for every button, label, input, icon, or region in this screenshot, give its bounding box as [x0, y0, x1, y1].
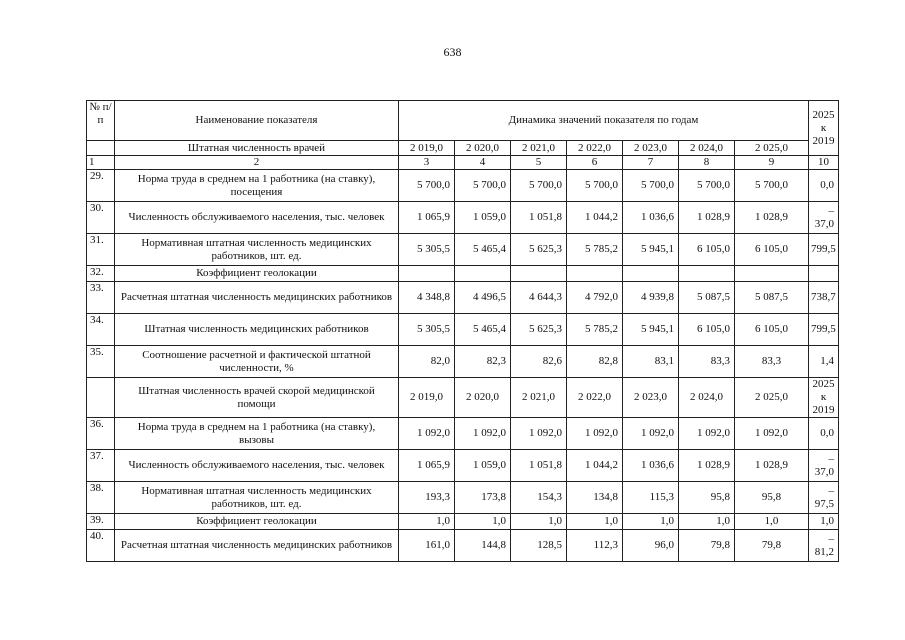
- row-value-6: 95,8: [735, 482, 809, 514]
- row-name: Численность обслуживаемого населения, тыс. человек: [115, 202, 399, 234]
- row-value-1: 1 059,0: [455, 202, 511, 234]
- row-value-6: 79,8: [735, 530, 809, 562]
- row-value-1: 82,3: [455, 346, 511, 378]
- section1-year-2: 2 021,0: [511, 141, 567, 156]
- row-value-1: 5 465,4: [455, 234, 511, 266]
- row-name: Норма труда в среднем на 1 работника (на ставку), вызовы: [115, 418, 399, 450]
- row-number: 35.: [87, 346, 115, 378]
- row-value-0: 4 348,8: [399, 282, 455, 314]
- row-value-0: 1 065,9: [399, 450, 455, 482]
- row-name: Нормативная штатная численность медицинских работников, шт. ед.: [115, 234, 399, 266]
- row-ratio: –97,5: [809, 482, 839, 514]
- row-value-6: 1,0: [735, 514, 809, 530]
- table-row: [87, 514, 839, 530]
- section2-year-1: 2 020,0: [455, 378, 511, 418]
- row-number: 36.: [87, 418, 115, 450]
- row-value-3: 5 785,2: [567, 234, 623, 266]
- col-number-2: 2: [115, 156, 399, 170]
- row-value-2: 154,3: [511, 482, 567, 514]
- row-ratio: 799,5: [809, 314, 839, 346]
- row-value-2: 1 051,8: [511, 202, 567, 234]
- row-value-5: 1 028,9: [679, 202, 735, 234]
- section2-year-6: 2 025,0: [735, 378, 809, 418]
- row-value-1: 1,0: [455, 514, 511, 530]
- row-value-2: 5 700,0: [511, 170, 567, 202]
- row-value-3: [567, 266, 623, 282]
- row-ratio: 738,7: [809, 282, 839, 314]
- row-value-1: 173,8: [455, 482, 511, 514]
- row-value-2: 1 051,8: [511, 450, 567, 482]
- row-value-0: 1,0: [399, 514, 455, 530]
- row-value-5: 1 028,9: [679, 450, 735, 482]
- row-value-1: [455, 266, 511, 282]
- row-number: 32.: [87, 266, 115, 282]
- row-number: 40.: [87, 530, 115, 562]
- row-value-0: 161,0: [399, 530, 455, 562]
- col-number-6: 6: [567, 156, 623, 170]
- row-value-4: 5 945,1: [623, 314, 679, 346]
- row-value-3: 82,8: [567, 346, 623, 378]
- header-ratio: 2025 к 2019: [809, 101, 839, 156]
- row-value-3: 4 792,0: [567, 282, 623, 314]
- row-name: Расчетная штатная численность медицинских работников: [115, 282, 399, 314]
- row-value-0: 5 305,5: [399, 314, 455, 346]
- row-value-5: 1,0: [679, 514, 735, 530]
- row-value-6: 1 092,0: [735, 418, 809, 450]
- row-name: Штатная численность медицинских работников: [115, 314, 399, 346]
- section1-num-cell: [87, 141, 115, 156]
- table-row: [87, 346, 839, 378]
- col-number-1: 1: [87, 156, 115, 170]
- row-value-4: 83,1: [623, 346, 679, 378]
- row-value-0: 1 092,0: [399, 418, 455, 450]
- section1-year-0: 2 019,0: [399, 141, 455, 156]
- table-row: [87, 314, 839, 346]
- col-number-5: 5: [511, 156, 567, 170]
- section2-ratio: 2025 к 2019: [809, 378, 839, 418]
- row-number: 29.: [87, 170, 115, 202]
- section1-year-1: 2 020,0: [455, 141, 511, 156]
- column-numbers-row: [87, 156, 839, 170]
- row-value-4: 4 939,8: [623, 282, 679, 314]
- row-number: 39.: [87, 514, 115, 530]
- row-ratio: –37,0: [809, 450, 839, 482]
- row-value-3: 5 700,0: [567, 170, 623, 202]
- row-value-1: 5 465,4: [455, 314, 511, 346]
- row-value-3: 1 044,2: [567, 450, 623, 482]
- row-value-3: 1 092,0: [567, 418, 623, 450]
- row-value-3: 1,0: [567, 514, 623, 530]
- row-value-4: 1 036,6: [623, 202, 679, 234]
- row-name: Коэффициент геолокации: [115, 514, 399, 530]
- row-ratio: –81,2: [809, 530, 839, 562]
- row-value-4: 5 700,0: [623, 170, 679, 202]
- section1-year-6: 2 025,0: [735, 141, 809, 156]
- section2-num-cell: [87, 378, 115, 418]
- table-row: [87, 202, 839, 234]
- row-ratio: 799,5: [809, 234, 839, 266]
- row-value-4: 1,0: [623, 514, 679, 530]
- row-name: Расчетная штатная численность медицинских работников: [115, 530, 399, 562]
- section2-year-3: 2 022,0: [567, 378, 623, 418]
- row-ratio: 1,0: [809, 514, 839, 530]
- row-number: 31.: [87, 234, 115, 266]
- row-value-3: 1 044,2: [567, 202, 623, 234]
- header-name: Наименование показателя: [115, 101, 399, 141]
- table-row: [87, 482, 839, 514]
- table-row: [87, 418, 839, 450]
- row-value-2: 82,6: [511, 346, 567, 378]
- row-value-6: 6 105,0: [735, 314, 809, 346]
- row-number: 33.: [87, 282, 115, 314]
- row-value-0: 193,3: [399, 482, 455, 514]
- row-ratio: –37,0: [809, 202, 839, 234]
- row-value-0: 82,0: [399, 346, 455, 378]
- row-value-5: 83,3: [679, 346, 735, 378]
- row-value-5: 6 105,0: [679, 234, 735, 266]
- row-value-5: [679, 266, 735, 282]
- section2-year-0: 2 019,0: [399, 378, 455, 418]
- row-value-0: 1 065,9: [399, 202, 455, 234]
- row-value-0: 5 700,0: [399, 170, 455, 202]
- row-value-2: 4 644,3: [511, 282, 567, 314]
- row-number: 34.: [87, 314, 115, 346]
- section1-title: Штатная численность врачей: [115, 141, 399, 156]
- row-value-0: [399, 266, 455, 282]
- row-value-6: 83,3: [735, 346, 809, 378]
- header-num: № п/п: [87, 101, 115, 141]
- table-body: [87, 101, 839, 562]
- row-value-2: [511, 266, 567, 282]
- row-name: Численность обслуживаемого населения, тыс. человек: [115, 450, 399, 482]
- table-row: [87, 170, 839, 202]
- section2-year-5: 2 024,0: [679, 378, 735, 418]
- table-row: [87, 266, 839, 282]
- row-name: Нормативная штатная численность медицинских работников, шт. ед.: [115, 482, 399, 514]
- row-name: Коэффициент геолокации: [115, 266, 399, 282]
- row-value-6: 5 700,0: [735, 170, 809, 202]
- row-ratio: 0,0: [809, 418, 839, 450]
- row-value-2: 128,5: [511, 530, 567, 562]
- section1-year-5: 2 024,0: [679, 141, 735, 156]
- row-value-5: 6 105,0: [679, 314, 735, 346]
- row-value-1: 5 700,0: [455, 170, 511, 202]
- row-value-2: 1,0: [511, 514, 567, 530]
- col-number-10: 10: [809, 156, 839, 170]
- row-value-5: 79,8: [679, 530, 735, 562]
- section1-year-4: 2 023,0: [623, 141, 679, 156]
- row-value-6: [735, 266, 809, 282]
- row-value-4: [623, 266, 679, 282]
- col-number-7: 7: [623, 156, 679, 170]
- row-value-3: 134,8: [567, 482, 623, 514]
- row-value-5: 95,8: [679, 482, 735, 514]
- row-value-5: 5 700,0: [679, 170, 735, 202]
- table-row: [87, 450, 839, 482]
- col-number-8: 8: [679, 156, 735, 170]
- table-row: [87, 234, 839, 266]
- row-value-1: 1 092,0: [455, 418, 511, 450]
- row-value-6: 6 105,0: [735, 234, 809, 266]
- row-number: 38.: [87, 482, 115, 514]
- row-value-1: 1 059,0: [455, 450, 511, 482]
- row-ratio: 0,0: [809, 170, 839, 202]
- section2-year-2: 2 021,0: [511, 378, 567, 418]
- row-value-6: 1 028,9: [735, 450, 809, 482]
- row-value-2: 1 092,0: [511, 418, 567, 450]
- page-number: 638: [443, 45, 462, 59]
- row-value-5: 1 092,0: [679, 418, 735, 450]
- row-value-3: 112,3: [567, 530, 623, 562]
- row-name: Соотношение расчетной и фактической штатной численности, %: [115, 346, 399, 378]
- row-ratio: 1,4: [809, 346, 839, 378]
- row-value-4: 1 036,6: [623, 450, 679, 482]
- col-number-4: 4: [455, 156, 511, 170]
- header-dynamics: Динамика значений показателя по годам: [399, 101, 809, 141]
- row-name: Норма труда в среднем на 1 работника (на ставку), посещения: [115, 170, 399, 202]
- row-value-0: 5 305,5: [399, 234, 455, 266]
- row-value-2: 5 625,3: [511, 314, 567, 346]
- row-value-1: 144,8: [455, 530, 511, 562]
- row-value-4: 1 092,0: [623, 418, 679, 450]
- col-number-3: 3: [399, 156, 455, 170]
- section2-title: Штатная численность врачей скорой медицинской помощи: [115, 378, 399, 418]
- row-value-4: 115,3: [623, 482, 679, 514]
- section2-row: [87, 378, 839, 418]
- section1-row: [87, 141, 839, 156]
- row-ratio: [809, 266, 839, 282]
- row-value-5: 5 087,5: [679, 282, 735, 314]
- indicator-table: [86, 100, 839, 562]
- row-value-1: 4 496,5: [455, 282, 511, 314]
- row-number: 30.: [87, 202, 115, 234]
- table-row: [87, 282, 839, 314]
- row-value-3: 5 785,2: [567, 314, 623, 346]
- row-value-6: 5 087,5: [735, 282, 809, 314]
- col-number-9: 9: [735, 156, 809, 170]
- row-number: 37.: [87, 450, 115, 482]
- section2-year-4: 2 023,0: [623, 378, 679, 418]
- section1-year-3: 2 022,0: [567, 141, 623, 156]
- header-row: [87, 101, 839, 141]
- row-value-4: 96,0: [623, 530, 679, 562]
- row-value-6: 1 028,9: [735, 202, 809, 234]
- row-value-4: 5 945,1: [623, 234, 679, 266]
- table-row: [87, 530, 839, 562]
- row-value-2: 5 625,3: [511, 234, 567, 266]
